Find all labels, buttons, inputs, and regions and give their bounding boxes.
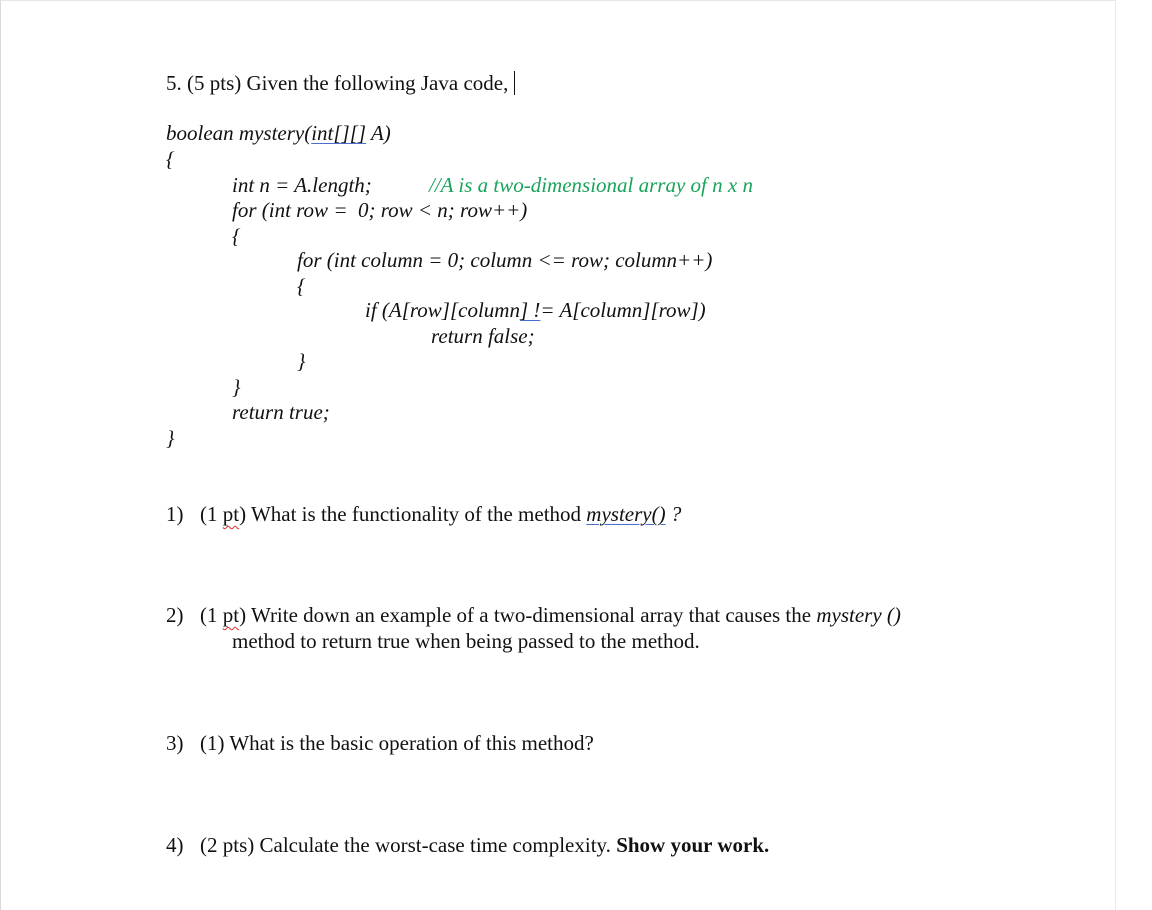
code-for-column: for (int column = 0; column <= row; column++) [297,248,713,272]
code-comment: //A is a two-dimensional array of n x n [429,173,753,197]
code-open-brace-3: { [297,274,306,298]
code-close-brace-2: } [232,375,241,399]
method-name: mystery () [816,603,901,627]
code-line-n: int n = A.length; [232,173,372,197]
question-item-1 [166,501,681,527]
question-item-4 [166,832,769,858]
code-open-brace-2: { [232,224,241,248]
spellcheck-word: pt [222,603,240,627]
question-item-3 [166,730,594,756]
question-heading[interactable] [166,70,515,96]
text-cursor [514,71,515,95]
code-close-brace-1: } [166,426,175,450]
code-return-true: return true; [232,400,330,424]
item-text: (1) What is the basic operation of this method? [200,731,594,755]
item-text: (1 [200,603,223,627]
question-item-2-line-2: method to return true when being passed to the method. [232,629,700,653]
code-if-end: = A[column][row]) [540,298,706,322]
item-number: 2) [166,603,184,627]
code-for-row: for (int row = 0; row < n; row++) [232,198,528,222]
code-return-false: return false; [431,324,535,348]
item-number: 3) [166,731,184,755]
item-number: 1) [166,502,184,526]
method-name: mystery() [586,502,666,526]
code-signature-end: A) [366,121,391,145]
code-close-brace-3: } [297,349,306,373]
question-item-2 [166,602,901,628]
code-signature [166,120,391,146]
item-text: (2 pts) Calculate the worst-case time complexity. [200,833,617,857]
item-text: ) What is the functionality of the method [239,502,587,526]
spellcheck-word: pt [222,502,240,526]
question-heading-text: 5. (5 pts) Given the following Java code, [166,71,509,95]
item-text: (1 [200,502,223,526]
code-open-brace-1: { [166,147,175,171]
item-emphasis: Show your work. [616,833,770,857]
item-text: ? [665,502,682,526]
code-if-line [365,297,706,323]
code-signature-type: int[][] [311,121,367,145]
item-number: 4) [166,833,184,857]
item-text: ) Write down an example of a two-dimensional array that causes the [239,603,817,627]
code-signature-start: boolean mystery( [166,121,312,145]
code-if-operator: ] ! [519,298,541,322]
code-if-start: if (A[row][column [365,298,520,322]
